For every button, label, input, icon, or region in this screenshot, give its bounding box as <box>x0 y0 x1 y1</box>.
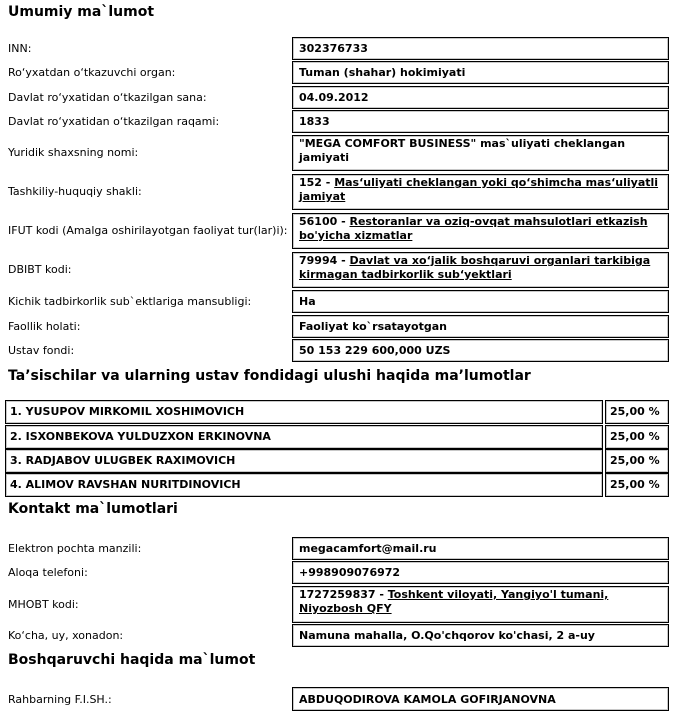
dbibt-label: DBIBT kodi: <box>8 263 72 276</box>
reg-number-value: 1833 <box>292 110 669 133</box>
reg-org-label: Ro‘yxatdan o‘tkazuvchi organ: <box>8 66 176 79</box>
mhobt-link[interactable]: Toshkent viloyati, Yangiyo'l tumani, Niyozbosh QFY <box>299 588 609 615</box>
founder-share: 25,00 % <box>605 473 669 497</box>
ifut-label: IFUT kodi (Amalga oshirilayotgan faoliyat tur(lar)i): <box>8 224 288 237</box>
founder-share: 25,00 % <box>605 449 669 473</box>
manager-heading: Boshqaruvchi haqida ma`lumot <box>8 652 256 668</box>
phone-label: Aloqa telefoni: <box>8 566 88 579</box>
founder-row: 4. ALIMOV RAVSHAN NURITDINOVICH <box>5 473 603 497</box>
manager-name-value: ABDUQODIROVA KAMOLA GOFIRJANOVNA <box>292 687 669 711</box>
phone-value: +998909076972 <box>292 561 669 584</box>
founder-share: 25,00 % <box>605 425 669 449</box>
founder-row: 1. YUSUPOV MIRKOMIL XOSHIMOVICH <box>5 400 603 424</box>
email-label: Elektron pochta manzili: <box>8 542 142 555</box>
mhobt-label: MHOBT kodi: <box>8 598 79 611</box>
reg-org-value: Tuman (shahar) hokimiyati <box>292 61 669 84</box>
address-label: Ko‘cha, uy, xonadon: <box>8 629 124 642</box>
legal-form-label: Tashkiliy-huquqiy shakli: <box>8 185 142 198</box>
contact-heading: Kontakt ma`lumotlari <box>8 501 178 517</box>
ifut-link[interactable]: Restoranlar va oziq-ovqat mahsulotlari etkazish bo'yicha xizmatlar <box>299 215 648 242</box>
legal-form-link[interactable]: Mas‘uliyati cheklangan yoki qo‘shimcha mas‘uliyatli jamiyat <box>299 176 659 203</box>
reg-number-label: Davlat ro‘yxatidan o‘tkazilgan raqami: <box>8 115 220 128</box>
entity-name-value: "MEGA COMFORT BUSINESS" mas`uliyati cheklangan jamiyati <box>292 135 669 171</box>
reg-date-value: 04.09.2012 <box>292 86 669 109</box>
dbibt-value: 79994 - Davlat va xo‘jalik boshqaruvi organlari tarkibiga kirmagan tadbirkorlik sub‘yektlari <box>292 252 669 288</box>
founder-row: 2. ISXONBEKOVA YULDUZXON ERKINOVNA <box>5 425 603 449</box>
legal-form-value: 152 - Mas‘uliyati cheklangan yoki qo‘shimcha mas‘uliyatli jamiyat <box>292 174 669 210</box>
founder-share: 25,00 % <box>605 400 669 424</box>
inn-label: INN: <box>8 42 32 55</box>
inn-value: 302376733 <box>292 37 669 60</box>
mhobt-value: 1727259837 - Toshkent viloyati, Yangiyo'l tumani, Niyozbosh QFY <box>292 586 669 623</box>
reg-date-label: Davlat ro‘yxatidan o‘tkazilgan sana: <box>8 91 207 104</box>
activity-status-value: Faoliyat ko`rsatayotgan <box>292 315 669 338</box>
small-business-value: Ha <box>292 290 669 313</box>
small-business-label: Kichik tadbirkorlik sub`ektlariga mansubligi: <box>8 295 252 308</box>
activity-status-label: Faollik holati: <box>8 320 81 333</box>
email-value: megacamfort@mail.ru <box>292 537 669 560</box>
charter-fund-value: 50 153 229 600,000 UZS <box>292 339 669 362</box>
general-info-heading: Umumiy ma`lumot <box>8 4 155 20</box>
address-value: Namuna mahalla, O.Qo'chqorov ko'chasi, 2 a-uy <box>292 624 669 647</box>
ifut-value: 56100 - Restoranlar va oziq-ovqat mahsulotlari etkazish bo'yicha xizmatlar <box>292 213 669 249</box>
charter-fund-label: Ustav fondi: <box>8 344 75 357</box>
founders-heading: Ta’sischilar va ularning ustav fondidagi ulushi haqida ma’lumotlar <box>8 368 531 384</box>
manager-name-label: Rahbarning F.I.SH.: <box>8 693 112 706</box>
entity-name-label: Yuridik shaxsning nomi: <box>8 146 139 159</box>
dbibt-link[interactable]: Davlat va xo‘jalik boshqaruvi organlari tarkibiga kirmagan tadbirkorlik sub‘yektlari <box>299 254 651 281</box>
founder-row: 3. RADJABOV ULUGBEK RAXIMOVICH <box>5 449 603 473</box>
